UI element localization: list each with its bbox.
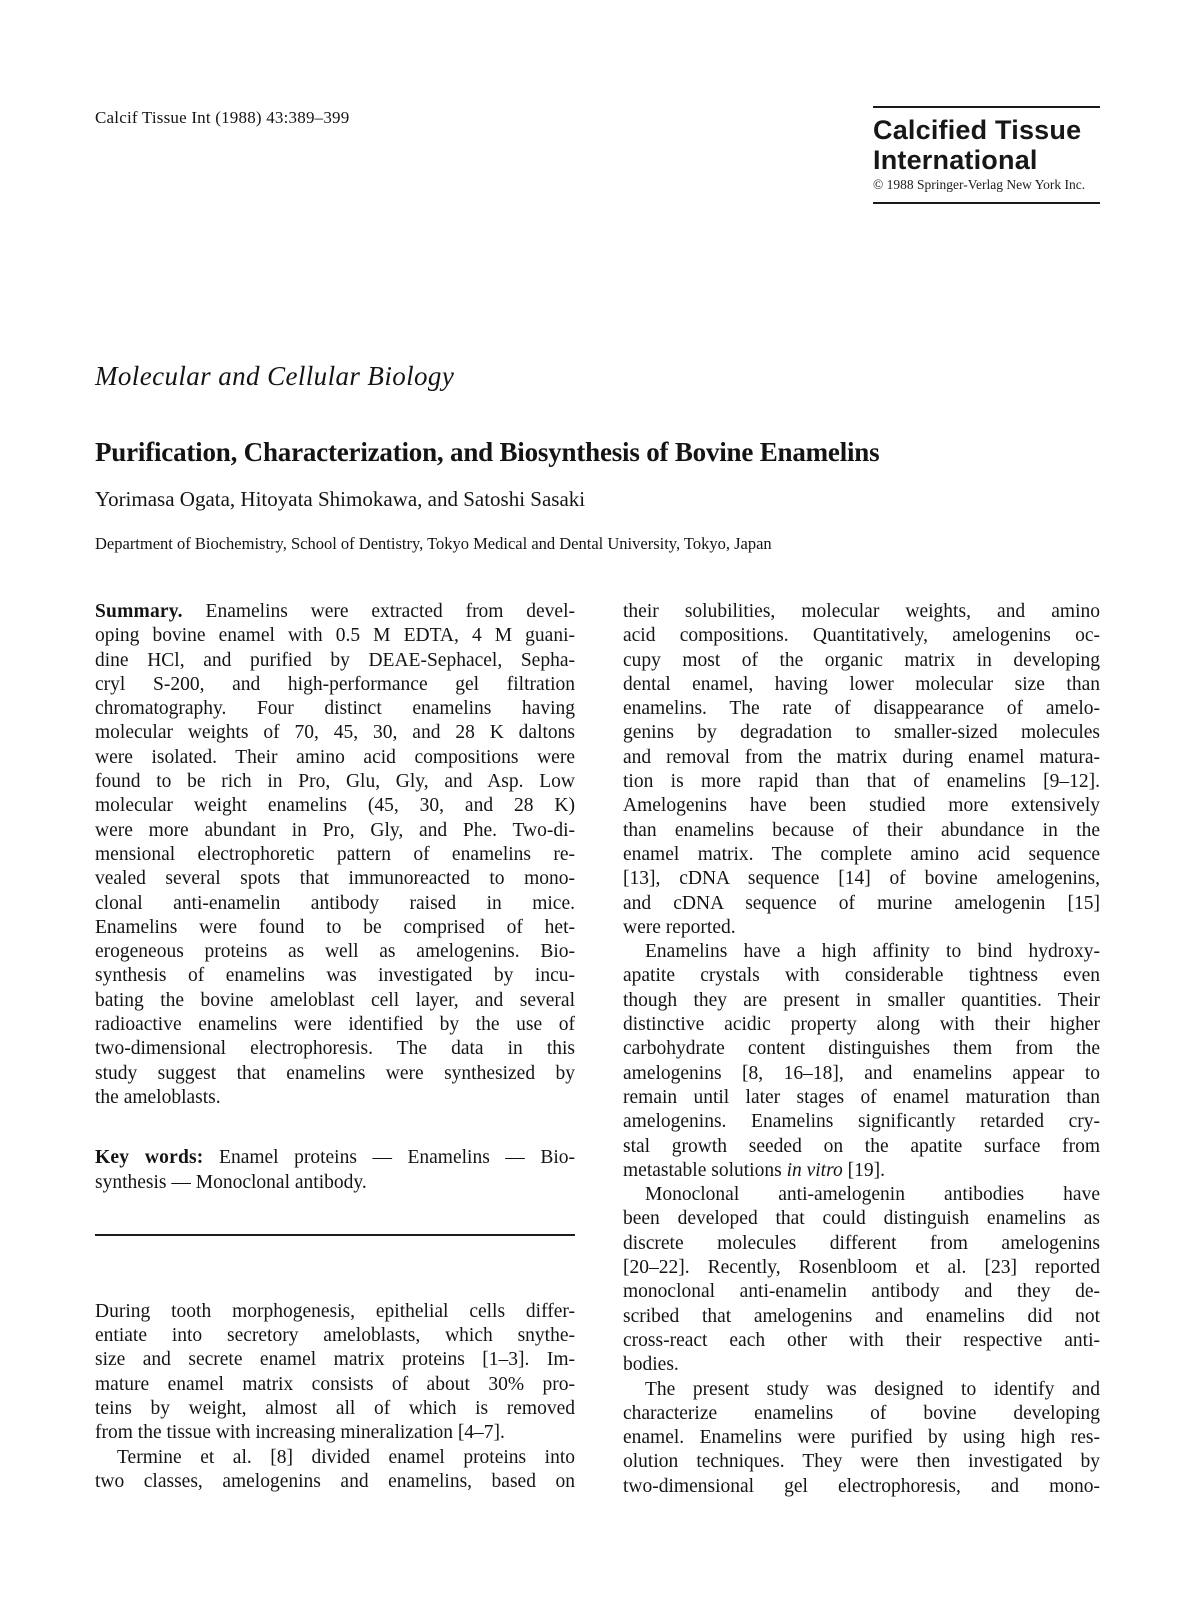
text-line: two classes, amelogenins and enamelins, based on bbox=[95, 1470, 575, 1492]
text-line: metastable solutions in vitro [19]. bbox=[623, 1159, 885, 1181]
text-line: two-dimensional electrophoresis. The data in this bbox=[95, 1038, 575, 1060]
journal-masthead bbox=[873, 106, 1100, 204]
text-line: the ameloblasts. bbox=[95, 1086, 221, 1108]
text-line: teins by weight, almost all of which is removed bbox=[95, 1398, 575, 1420]
text-line: characterize enamelins of bovine developing bbox=[623, 1402, 1100, 1424]
text-line: study suggest that enamelins were synthesized by bbox=[95, 1062, 575, 1084]
article-title: Purification, Characterization, and Biosynthesis of Bovine Enamelins bbox=[95, 437, 880, 467]
text-line: remain until later stages of enamel maturation than bbox=[623, 1086, 1100, 1108]
right-column bbox=[623, 600, 1100, 1499]
body-paragraph-3 bbox=[623, 1183, 1100, 1377]
body-paragraph-2 bbox=[623, 940, 1100, 1183]
text-line: oping bovine enamel with 0.5 M EDTA, 4 M guani- bbox=[95, 625, 575, 647]
text-line: Key words: Enamel proteins — Enamelins — Bio- bbox=[95, 1147, 575, 1169]
text-line: been developed that could distinguish enamelins as bbox=[623, 1208, 1100, 1230]
text-line: Termine et al. [8] divided enamel proteins into bbox=[117, 1446, 575, 1468]
footnote-rule bbox=[95, 1234, 575, 1236]
text-line: were reported. bbox=[623, 916, 736, 938]
text-line: vealed several spots that immunoreacted to mono- bbox=[95, 868, 575, 890]
text-line: erogeneous proteins as well as amelogenins. Bio- bbox=[95, 941, 575, 963]
text-line: Amelogenins have been studied more extensively bbox=[623, 795, 1100, 817]
text-line: dental enamel, having lower molecular size than bbox=[623, 673, 1100, 695]
text-line: cupy most of the organic matrix in developing bbox=[623, 649, 1100, 671]
text-line: distinctive acidic property along with their higher bbox=[623, 1014, 1100, 1036]
text-line: enamel matrix. The complete amino acid sequence bbox=[623, 843, 1100, 865]
text-line: and cDNA sequence of murine amelogenin [15] bbox=[623, 892, 1100, 914]
text-line: chromatography. Four distinct enamelins having bbox=[95, 698, 575, 720]
text-line: [13], cDNA sequence [14] of bovine amelogenins, bbox=[623, 868, 1100, 890]
text-line: [20–22]. Recently, Rosenbloom et al. [23] reported bbox=[623, 1257, 1100, 1279]
text-line: During tooth morphogenesis, epithelial cells differ- bbox=[95, 1300, 575, 1322]
text-line: molecular weights of 70, 45, 30, and 28 K daltons bbox=[95, 722, 575, 744]
text-line: and removal from the matrix during enamel matura- bbox=[623, 746, 1100, 768]
text-line: acid compositions. Quantitatively, amelogenins oc- bbox=[623, 625, 1100, 647]
text-line: Summary. Enamelins were extracted from devel- bbox=[95, 601, 575, 622]
text-line: enamel. Enamelins were purified by using high res- bbox=[623, 1427, 1100, 1449]
text-line: monoclonal anti-enamelin antibody and they de- bbox=[623, 1281, 1100, 1303]
keywords-paragraph bbox=[95, 1146, 575, 1195]
body-paragraph-4 bbox=[623, 1378, 1100, 1499]
text-line: amelogenins [8, 16–18], and enamelins appear to bbox=[623, 1062, 1100, 1084]
text-line: The present study was designed to identify and bbox=[645, 1378, 1100, 1400]
text-line: Enamelins were found to be comprised of het- bbox=[95, 916, 575, 938]
text-line: cross-react each other with their respective anti- bbox=[623, 1329, 1100, 1351]
text-line: synthesis of enamelins was investigated by incu- bbox=[95, 965, 575, 987]
body-paragraph-1 bbox=[623, 600, 1100, 940]
journal-name-line1: Calcified Tissue bbox=[873, 115, 1082, 145]
masthead-top-rule bbox=[873, 106, 1100, 108]
left-column bbox=[95, 600, 575, 1494]
text-line: mensional electrophoretic pattern of enamelins re- bbox=[95, 843, 575, 865]
text-line: cryl S-200, and high-performance gel filtration bbox=[95, 673, 575, 695]
text-line: radioactive enamelins were identified by the use of bbox=[95, 1014, 575, 1036]
text-line: molecular weight enamelins (45, 30, and 28 K) bbox=[95, 795, 575, 817]
text-line: tion is more rapid than that of enamelins [9–12]. bbox=[623, 771, 1100, 793]
text-line: genins by degradation to smaller-sized molecules bbox=[623, 722, 1100, 744]
text-line: from the tissue with increasing mineralization [4–7]. bbox=[95, 1422, 505, 1444]
text-line: apatite crystals with considerable tightness even bbox=[623, 965, 1100, 987]
section-heading: Molecular and Cellular Biology bbox=[95, 361, 455, 391]
text-line: synthesis — Monoclonal antibody. bbox=[95, 1171, 367, 1193]
text-line: Monoclonal anti-amelogenin antibodies have bbox=[645, 1184, 1100, 1206]
authors-line: Yorimasa Ogata, Hitoyata Shimokawa, and Satoshi Sasaki bbox=[95, 487, 586, 511]
journal-copyright: © 1988 Springer-Verlag New York Inc. bbox=[873, 177, 1086, 192]
text-line: olution techniques. They were then investigated by bbox=[623, 1451, 1100, 1473]
text-line: were isolated. Their amino acid compositions were bbox=[95, 746, 575, 768]
text-line: enamelins. The rate of disappearance of amelo- bbox=[623, 698, 1100, 720]
text-line: were more abundant in Pro, Gly, and Phe. Two-di- bbox=[95, 819, 575, 841]
text-line: scribed that amelogenins and enamelins did not bbox=[623, 1305, 1100, 1327]
text-line: found to be rich in Pro, Glu, Gly, and Asp. Low bbox=[95, 771, 575, 793]
text-line: Enamelins have a high affinity to bind hydroxy- bbox=[645, 941, 1100, 963]
text-line: clonal anti-enamelin antibody raised in mice. bbox=[95, 892, 575, 914]
text-line: though they are present in smaller quantities. Their bbox=[623, 989, 1100, 1011]
journal-name bbox=[873, 115, 1100, 175]
text-line: stal growth seeded on the apatite surface from bbox=[623, 1135, 1100, 1157]
text-line: two-dimensional gel electrophoresis, and mono- bbox=[623, 1475, 1100, 1497]
text-line: bating the bovine ameloblast cell layer, and several bbox=[95, 989, 575, 1011]
journal-name-line2: International bbox=[873, 145, 1038, 175]
intro-paragraph-2 bbox=[95, 1446, 575, 1495]
journal-citation: Calcif Tissue Int (1988) 43:389–399 bbox=[95, 108, 350, 127]
intro-paragraph-1 bbox=[95, 1300, 575, 1446]
text-line: bodies. bbox=[623, 1354, 679, 1376]
text-line: than enamelins because of their abundance in the bbox=[623, 819, 1100, 841]
affiliation-line: Department of Biochemistry, School of Dentistry, Tokyo Medical and Dental University, Tokyo, Japan bbox=[95, 534, 772, 553]
text-line: carbohydrate content distinguishes them from the bbox=[623, 1038, 1100, 1060]
text-line: size and secrete enamel matrix proteins [1–3]. Im- bbox=[95, 1349, 575, 1371]
summary-paragraph bbox=[95, 600, 575, 1110]
text-line: amelogenins. Enamelins significantly retarded cry- bbox=[623, 1111, 1100, 1133]
text-line: mature enamel matrix consists of about 30% pro- bbox=[95, 1373, 575, 1395]
text-line: their solubilities, molecular weights, and amino bbox=[623, 601, 1100, 622]
text-line: dine HCl, and purified by DEAE-Sephacel, Sepha- bbox=[95, 649, 575, 671]
masthead-bottom-rule bbox=[873, 202, 1100, 204]
text-line: entiate into secretory ameloblasts, which snythe- bbox=[95, 1325, 575, 1347]
text-line: discrete molecules different from amelogenins bbox=[623, 1232, 1100, 1254]
